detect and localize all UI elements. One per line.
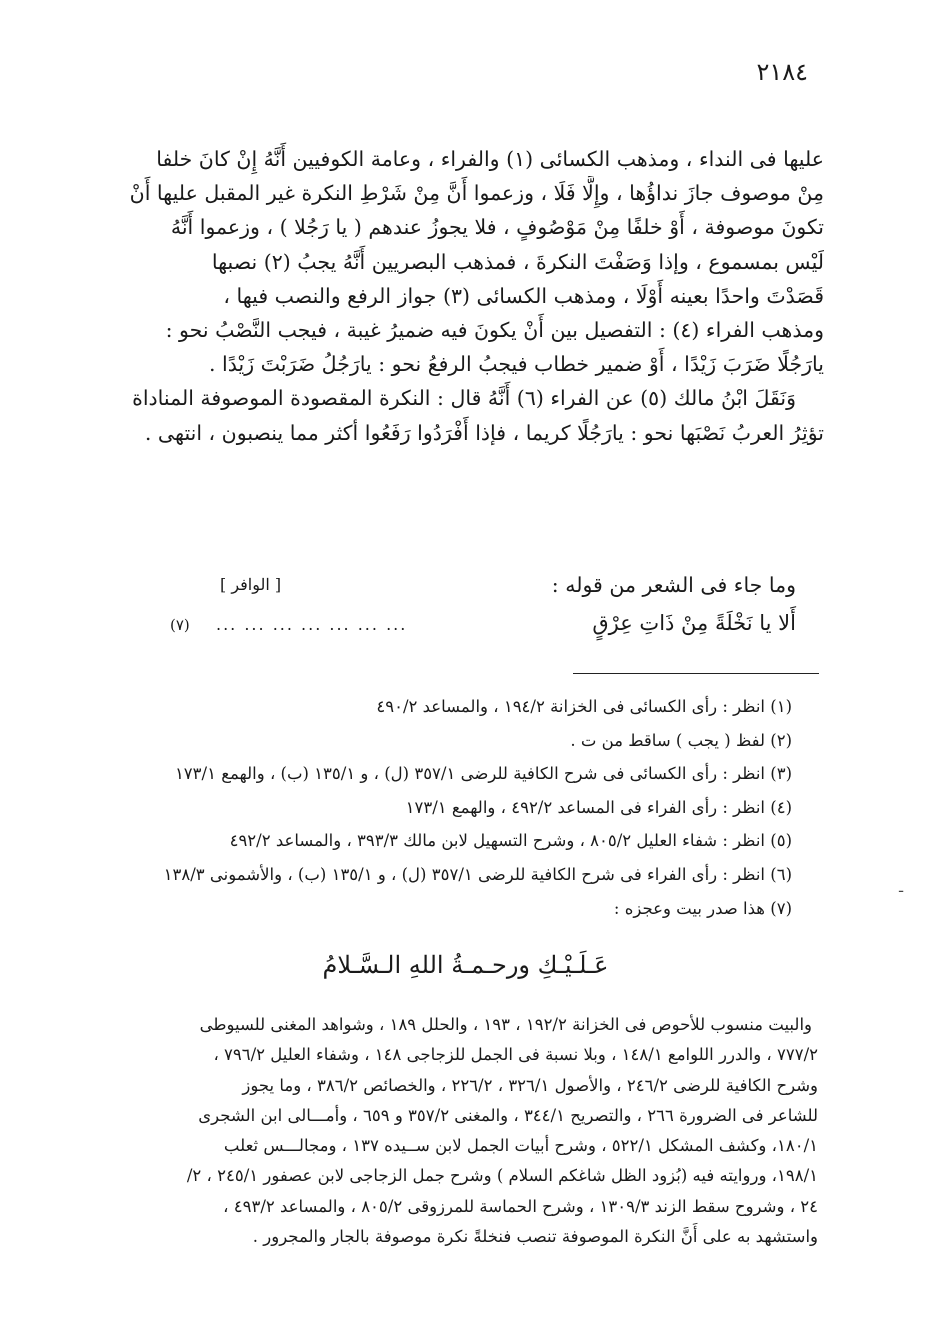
verse-intro-text: وما جاء فى الشعر من قوله : [551, 573, 796, 597]
main-text-block [106, 142, 824, 450]
verse-intro [106, 568, 796, 602]
main-text-line: تكونَ موصوفة ، أَوْ خلفًا مِنْ مَوْصُوفٍ ، فلا يجوزُ عندهم ( يا رَجُلا ) ، وزعموا أَنَّهُ [170, 215, 824, 240]
sources-line: ٧٧٧/٢ ، والدرر اللوامع ١٤٨/١ ، وبلا نسبة فى الجمل للزجاجى ١٤٨ ، وشفاء العليل ٧٩٦/٢ ، [213, 1045, 818, 1065]
sources-line: للشاعر فى الضرورة ٢٦٦ ، والتصريح ٣٤٤/١ ، والمغنى ٣٥٧/٢ و ٦٥٩ ، وأمـــالى ابن الشجرى [198, 1105, 818, 1125]
footnote: (٣) انظر : رأى الكسائى فى شرح الكافية للرضى ٣٥٧/١ (ل) ، و ١٣٥/١ (ب) ، والهمع ١٧٣/١ [174, 764, 792, 784]
verse-line [106, 606, 796, 640]
main-text-line: لَيْس بمسموع ، وإذا وَصَفْتَ النكرةَ ، فمذهب البصريين أَنَّهُ يجبُ (٢) نصبها [211, 249, 824, 274]
footnotes-block [120, 690, 792, 925]
footnote: (١) انظر : رأى الكسائى فى الخزانة ١٩٤/٢ ، والمساعد ٤٩٠/٢ [376, 697, 792, 716]
verse-meter: [ الوافر ] [220, 575, 282, 594]
sources-line: ١٨٠/١، وكشف المشكل ٥٢٢/١ ، وشرح أبيات الجمل لابن ســيده ١٣٧ ، ومجالـــس ثعلب [223, 1136, 818, 1156]
verse-sources-block [128, 1010, 818, 1252]
footnote: (٤) انظر : رأى الفراء فى المساعد ٤٩٢/٢ ، والهمع ١٧٣/١ [405, 797, 792, 817]
verse-text: أَلا يا نَخْلَةً مِنْ ذَاتِ عِرْقٍ [592, 611, 796, 635]
main-text-line: ومذهب الفراء (٤) : التفصيل بين أَنْ يكونَ فيه ضميرُ غيبة ، فيجب النَّصْبُ نحو : [165, 317, 824, 342]
footnote: (٥) انظر : شفاء العليل ٨٠٥/٢ ، وشرح التسهيل لابن مالك ٣٩٣/٣ ، والمساعد ٤٩٢/٢ [229, 831, 792, 851]
margin-mark: ـ [899, 880, 904, 896]
main-text-line: قَصَدْتَ واحدًا بعينه أَوْلَا ، ومذهب الكسائى (٣) جواز الرفع والنصب فيها ، [223, 283, 824, 308]
verse-footnote-ref: (٧) [170, 616, 190, 634]
sources-line: ٢٤ ، وشروح سقط الزند ١٣٠٩/٣ ، وشرح الحماسة للمرزوقى ٨٠٥/٢ ، والمساعد ٤٩٣/٢ ، [223, 1196, 818, 1216]
main-text-line: مِنْ موصوف جازَ نداؤُها ، وإِلَّا فَلَا ، وزعموا أَنَّ مِنْ شَرْطِ النكرة غير المقبل عليها أَنْ [129, 181, 824, 206]
sources-line: ١٩٨/١، وروايته فيه (بُزود الظل شاغكم السلام ) وشرح جمل الزجاجى لابن عصفور ٢٤٥/١ ، ٢/ [186, 1166, 818, 1186]
main-text-line: تؤثِرُ العربُ نَصْبَها نحو : يارَجُلًا كريما ، فإذا أَفْرَدُوا رَفَعُوا أكثر مما ينصبون ، انتهى . [144, 420, 824, 445]
verse-second-half: عَـلَـيْـكِ ورحـمـةُ اللهِ الـسَّـلامُ [322, 951, 609, 979]
page-number: ٢١٨٤ [756, 58, 808, 86]
sources-line: والبيت منسوب للأحوص فى الخزانة ١٩٢/٢ ، ١٩٣ ، والحلل ١٨٩ ، وشواهد المغنى للسيوطى [199, 1015, 812, 1034]
verse-ellipsis: ... ... ... ... ... ... ... [216, 615, 408, 634]
footnote: (٧) هذا صدر بيت وعجزه : [613, 898, 792, 918]
main-text-line: عليها فى النداء ، ومذهب الكسائى (١) والفراء ، وعامة الكوفيين أَنَّهُ إِنْ كانَ خلفا [156, 147, 824, 171]
sources-line: واستشهد به على أَنَّ النكرة الموصوفة تنصب فنخلةً نكرة موصوفة بالجار والمجرور . [252, 1227, 818, 1247]
sources-line: وشرح الكافية للرضى ٢٤٦/٢ ، والأصول ٣٢٦/١ ، ٢٢٦/٢ ، والخصائص ٣٨٦/٢ ، وما يجوز [242, 1075, 818, 1095]
main-text-line: يارَجُلًا ضَرَبَ زَيْدًا ، أَوْ ضمير خطاب فيجبُ الرفعُ نحو : يارَجُلُ ضَرَبْتَ زَيْدًا . [209, 352, 824, 377]
footnote: (٦) انظر : رأى الفراء فى شرح الكافية للرضى ٣٥٧/١ (ل) ، و ١٣٥/١ (ب) ، والأشمونى ١٣٨/٣ [163, 864, 792, 884]
footnote-separator [573, 673, 819, 674]
main-text-line: وَنَقَلَ ابْنُ مالك (٥) عن الفراء (٦) أَنَّهُ قال : النكرة المقصودة الموصوفة المناداة [132, 386, 796, 411]
footnote: (٢) لفظ ( يجب ) ساقط من ت . [570, 730, 792, 750]
